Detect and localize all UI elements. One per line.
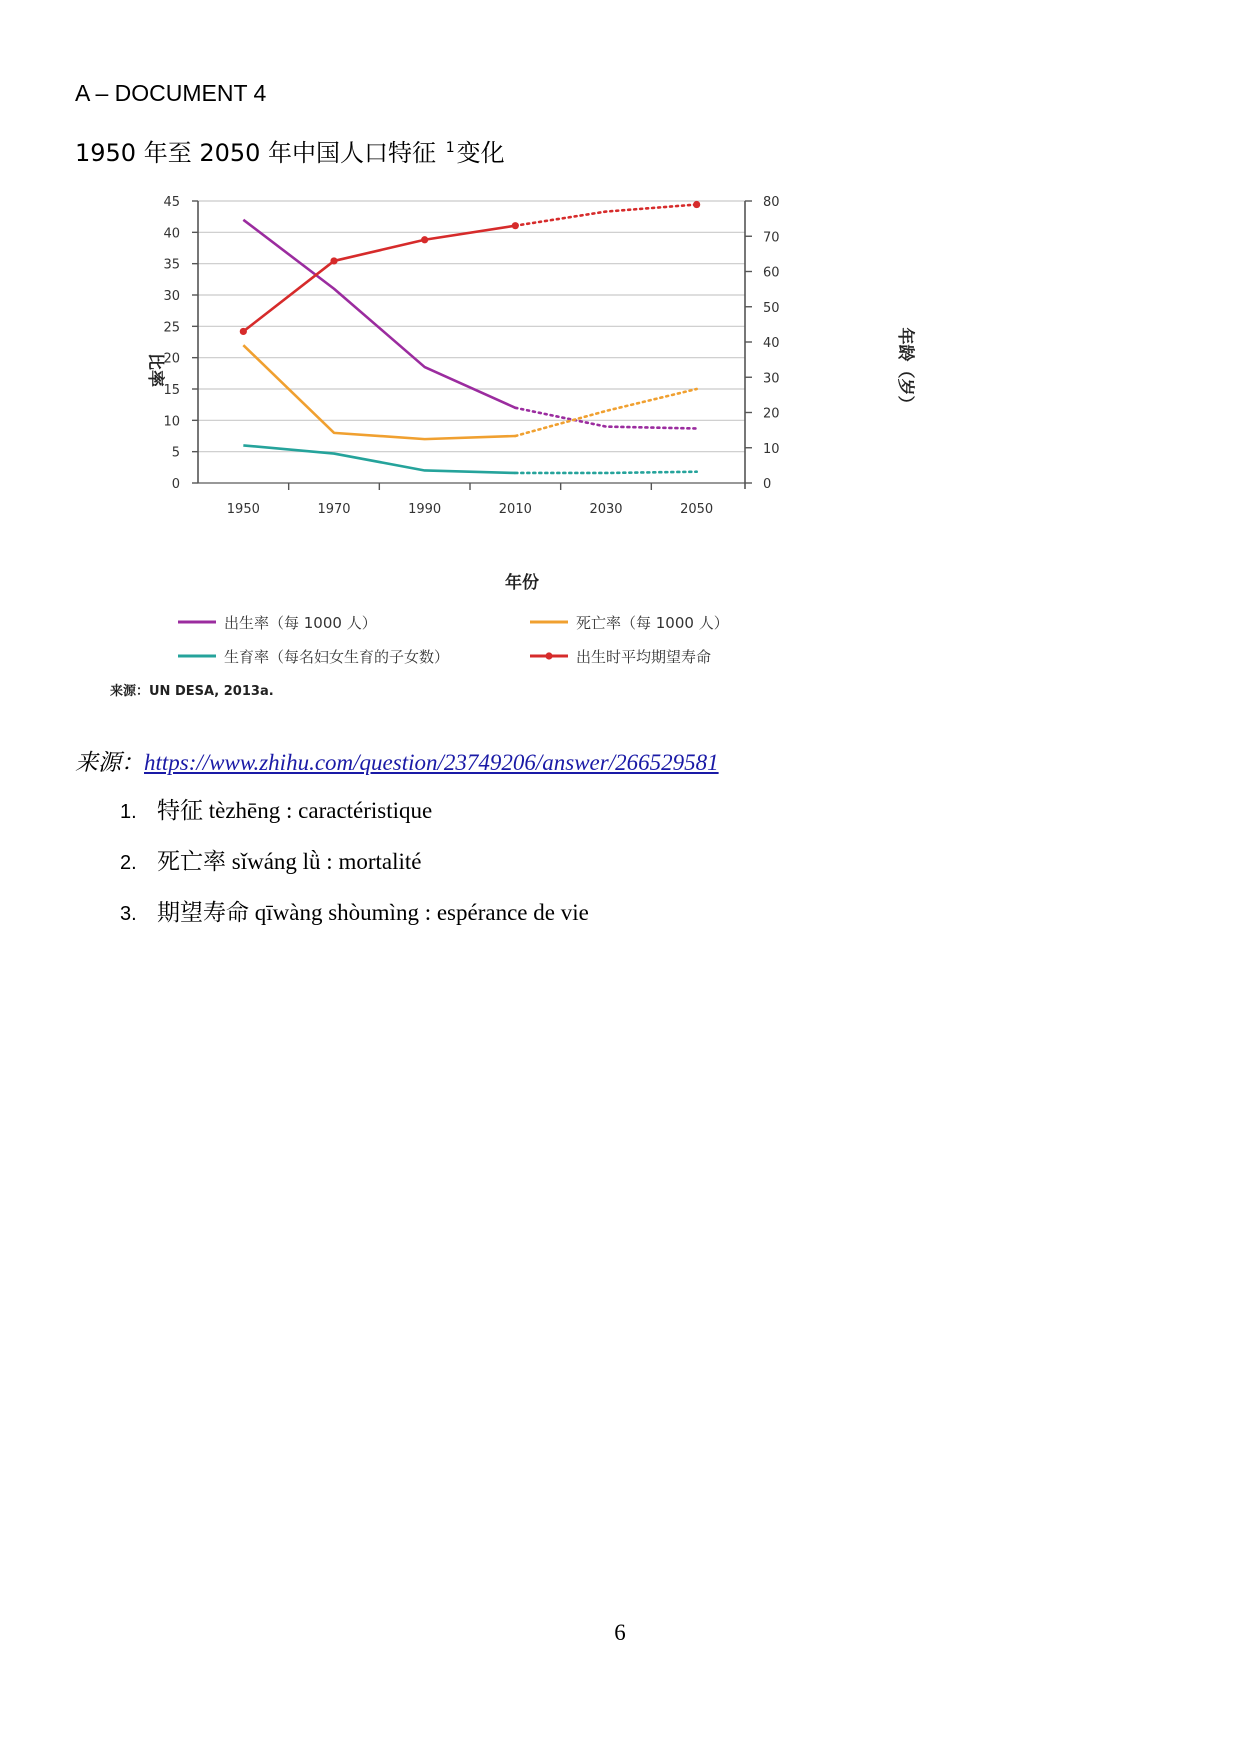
glossary-text: 特征 tèzhēng : caractéristique bbox=[157, 798, 433, 823]
y-tick-label-right: 70 bbox=[763, 230, 780, 246]
y-tick-label-left: 45 bbox=[163, 195, 180, 210]
document-title bbox=[75, 133, 505, 168]
y-tick-label-left: 20 bbox=[163, 351, 180, 367]
legend-marker bbox=[545, 652, 552, 659]
y-axis-label-right: 年龄（岁） bbox=[895, 327, 915, 413]
series-line-projected bbox=[515, 472, 696, 473]
series-line-solid bbox=[243, 220, 515, 408]
y-tick-label-right: 20 bbox=[763, 406, 780, 422]
glossary-number: 1. bbox=[120, 801, 137, 823]
series-marker bbox=[693, 201, 700, 208]
page-number: 6 bbox=[614, 1620, 626, 1645]
series-line-solid bbox=[243, 345, 515, 439]
y-tick-label-right: 60 bbox=[763, 265, 780, 281]
y-tick-label-left: 15 bbox=[163, 383, 180, 398]
footnote-marker: 1 bbox=[445, 140, 455, 156]
series-line-solid bbox=[243, 445, 515, 473]
source-link[interactable]: https://www.zhihu.com/question/23749206/answer/266529581 bbox=[144, 750, 719, 775]
glossary-number: 2. bbox=[120, 852, 137, 874]
document-heading: A – DOCUMENT 4 bbox=[75, 80, 267, 106]
y-tick-label-right: 80 bbox=[763, 195, 780, 210]
y-tick-label-right: 10 bbox=[763, 441, 780, 457]
y-tick-label-right: 50 bbox=[763, 300, 780, 316]
y-tick-label-left: 10 bbox=[163, 414, 180, 430]
y-tick-label-right: 30 bbox=[763, 371, 780, 387]
legend-label: 出生时平均期望寿命 bbox=[576, 648, 712, 666]
x-axis-label: 年份 bbox=[505, 573, 539, 593]
y-axis-label-left: 比率 bbox=[145, 353, 165, 387]
y-tick-label-left: 40 bbox=[163, 226, 180, 242]
legend-label: 死亡率（每 1000 人） bbox=[576, 614, 729, 632]
x-tick-label: 1970 bbox=[317, 502, 351, 517]
title-tail: 变化 bbox=[456, 139, 505, 167]
glossary-item bbox=[120, 894, 589, 945]
x-tick-label: 2050 bbox=[680, 502, 714, 517]
series-marker bbox=[512, 222, 519, 229]
source-label: 来源： bbox=[75, 750, 144, 775]
series-line-solid bbox=[243, 226, 515, 332]
y-tick-label-left: 30 bbox=[163, 289, 180, 304]
chart-series bbox=[240, 201, 701, 473]
glossary-text: 期望寿命 qīwàng shòumìng : espérance de vie bbox=[157, 900, 589, 925]
chart-grid bbox=[198, 201, 745, 483]
series-line-projected bbox=[515, 408, 696, 429]
series-marker bbox=[330, 257, 337, 264]
y-tick-label-left: 0 bbox=[171, 477, 180, 492]
chart-source-note: 来源：UN DESA, 2013a. bbox=[110, 684, 274, 699]
y-tick-label-right: 40 bbox=[763, 336, 780, 351]
y-tick-label-right: 0 bbox=[763, 477, 772, 492]
title-text: 1950 年至 2050 年中国人口特征 bbox=[75, 139, 437, 167]
x-tick-label: 1990 bbox=[408, 502, 442, 517]
x-tick-label: 1950 bbox=[226, 502, 260, 517]
series-marker bbox=[240, 328, 247, 335]
legend-label: 生育率（每名妇女生育的子女数） bbox=[224, 648, 450, 666]
x-tick-label: 2010 bbox=[498, 502, 532, 517]
x-tick-label: 2030 bbox=[589, 502, 623, 517]
source-line bbox=[75, 744, 719, 777]
glossary-item bbox=[120, 792, 589, 843]
legend-label: 出生率（每 1000 人） bbox=[224, 614, 377, 632]
glossary-text: 死亡率 sǐwáng lǜ : mortalité bbox=[157, 849, 422, 874]
series-marker bbox=[421, 236, 428, 243]
chart-legend bbox=[178, 614, 729, 666]
y-tick-label-left: 25 bbox=[163, 320, 180, 336]
population-chart bbox=[110, 195, 915, 710]
glossary-item bbox=[120, 843, 589, 894]
glossary-list bbox=[120, 792, 589, 945]
glossary-number: 3. bbox=[120, 903, 137, 925]
series-line-projected bbox=[515, 205, 696, 226]
y-tick-label-left: 5 bbox=[171, 445, 180, 461]
y-tick-label-left: 35 bbox=[163, 257, 180, 273]
